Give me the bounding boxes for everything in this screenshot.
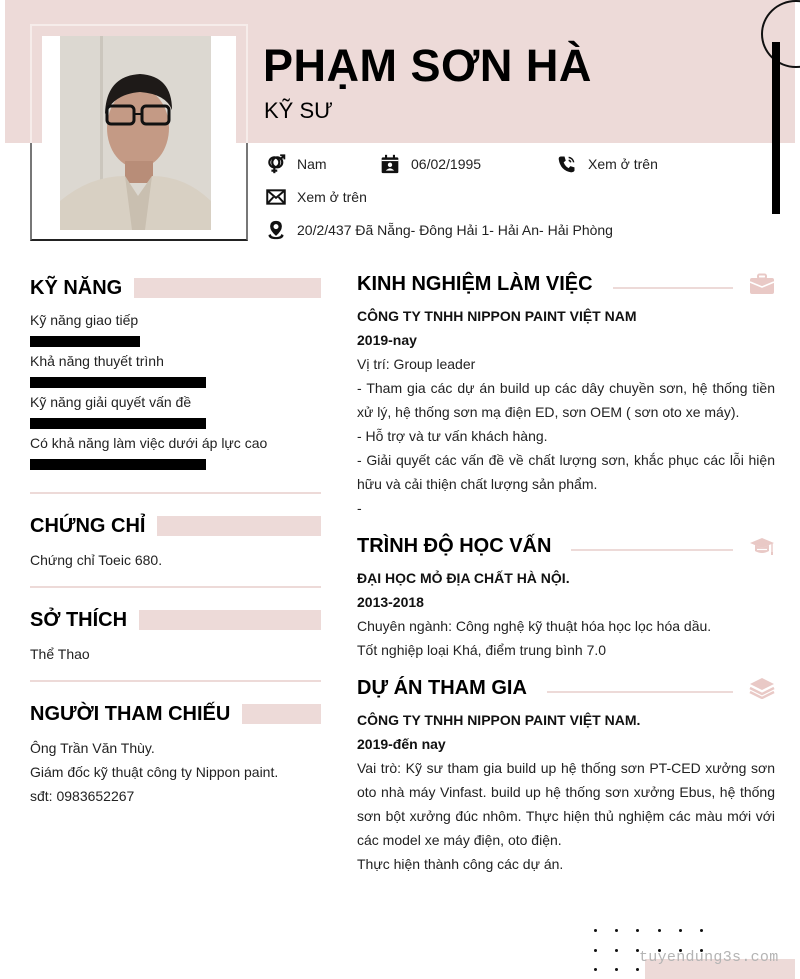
email-value: Xem ở trên — [297, 189, 367, 205]
watermark: tuyendung3s.com — [639, 949, 779, 966]
experience-section — [357, 270, 775, 520]
calendar-icon — [379, 154, 401, 174]
experience-title: KINH NGHIỆM LÀM VIỆC — [357, 272, 593, 295]
project-line: Thực hiện thành công các dự án. — [357, 856, 564, 872]
experience-header — [357, 270, 775, 298]
section-accent-bar — [157, 516, 321, 536]
section-divider — [30, 680, 321, 682]
left-column — [30, 270, 321, 808]
section-line — [571, 549, 733, 551]
skill-bar-fill — [30, 377, 206, 388]
hobbies-header — [30, 602, 321, 638]
map-pin-icon — [265, 220, 287, 240]
skill-label: Có khả năng làm việc dưới áp lực cao — [30, 435, 268, 451]
reference-line: sđt: 0983652267 — [30, 788, 135, 804]
section-accent-bar — [242, 704, 321, 724]
skill-bar-fill — [30, 418, 206, 429]
section-divider — [30, 492, 321, 494]
avatar — [60, 36, 211, 230]
section-divider — [30, 586, 321, 588]
education-period: 2013-2018 — [357, 594, 424, 610]
section-accent-bar — [139, 610, 321, 630]
references-section — [30, 696, 321, 808]
skill-bar — [30, 336, 206, 347]
section-line — [613, 287, 733, 289]
experience-line: - Tham gia các dự án build up các dây chuyền sơn, hệ thống tiền xử lý, hệ thống sơn mạ điện ED, sơn OEM ( sơn oto xe máy). — [357, 380, 775, 420]
certificate-item: Chứng chỉ Toeic 680. — [30, 552, 163, 568]
contact-phone — [556, 154, 658, 174]
references-header — [30, 696, 321, 732]
reference-line: Ông Trần Văn Thùy. — [30, 740, 155, 756]
reference-line: Giám đốc kỹ thuật công ty Nippon paint. — [30, 764, 279, 780]
section-line — [547, 691, 733, 693]
certificates-title: CHỨNG CHỈ — [30, 515, 157, 538]
education-section — [357, 532, 775, 662]
project-line: Vai trò: Kỹ sư tham gia build up hệ thống sơn PT-CED xưởng sơn oto nhà máy Vinfast. build up hệ thống sơn xưởng Ebus, hệ thống sơn bột xưởng đúc nhôm. Thực hiện thủ nghiệm các màu mới với các model xe máy điện, oto điện. — [357, 760, 775, 848]
gender-value: Nam — [297, 156, 327, 172]
contact-email — [265, 187, 367, 207]
experience-line: - Giải quyết các vấn đề về chất lượng sơn, khắc phục các lỗi hiện hữu và cải thiện chất lượng sản phẩm. — [357, 452, 775, 492]
projects-header — [357, 674, 775, 702]
projects-section — [357, 674, 775, 876]
section-accent-bar — [134, 278, 321, 298]
job-title: KỸ SƯ — [264, 98, 333, 123]
skill-label: Kỹ năng giao tiếp — [30, 312, 139, 328]
briefcase-icon — [749, 273, 775, 295]
phone-value: Xem ở trên — [588, 156, 658, 172]
envelope-icon — [265, 187, 287, 207]
decorative-bar — [772, 42, 780, 214]
education-line: Chuyên ngành: Công nghệ kỹ thuật hóa học lọc hóa dầu. — [357, 618, 712, 634]
contact-address — [265, 220, 613, 240]
experience-company: CÔNG TY TNHH NIPPON PAINT VIỆT NAM — [357, 308, 637, 324]
skill-bar — [30, 418, 206, 429]
education-line: Tốt nghiệp loại Khá, điểm trung bình 7.0 — [357, 642, 607, 658]
skill-bar-fill — [30, 459, 206, 470]
contact-birthday — [379, 154, 481, 174]
birthday-value: 06/02/1995 — [411, 156, 482, 172]
hobbies-section — [30, 602, 321, 666]
certificates-section — [30, 508, 321, 572]
phone-icon — [556, 154, 578, 174]
experience-line: - Hỗ trợ và tư vấn khách hàng. — [357, 428, 548, 444]
skill-bar — [30, 377, 206, 388]
projects-title: DỰ ÁN THAM GIA — [357, 676, 527, 699]
address-value: 20/2/437 Đã Nẵng- Đông Hải 1- Hải An- Hải Phòng — [297, 222, 613, 238]
skills-title: KỸ NĂNG — [30, 277, 134, 300]
layers-icon — [749, 677, 775, 699]
graduation-cap-icon — [749, 535, 775, 557]
education-school: ĐẠI HỌC MỎ ĐỊA CHẤT HÀ NỘI. — [357, 570, 570, 586]
skill-label: Kỹ năng giải quyết vấn đề — [30, 394, 192, 410]
contact-gender — [265, 154, 327, 174]
experience-line: Vị trí: Group leader — [357, 356, 476, 372]
hobbies-title: SỞ THÍCH — [30, 609, 139, 632]
project-period: 2019-đến nay — [357, 736, 446, 752]
portrait-photo — [60, 36, 211, 230]
skills-section — [30, 270, 321, 470]
references-title: NGƯỜI THAM CHIẾU — [30, 703, 242, 726]
skill-bar — [30, 459, 206, 470]
skills-header — [30, 270, 321, 306]
experience-line: - — [357, 500, 362, 516]
right-column — [357, 270, 775, 876]
candidate-name: PHẠM SƠN HÀ — [263, 40, 592, 91]
skill-bar-fill — [30, 336, 140, 347]
project-company: CÔNG TY TNHH NIPPON PAINT VIỆT NAM. — [357, 712, 641, 728]
skill-label: Khả năng thuyết trình — [30, 353, 164, 369]
hobby-item: Thể Thao — [30, 646, 90, 662]
education-title: TRÌNH ĐỘ HỌC VẤN — [357, 534, 552, 557]
gender-icon — [265, 154, 287, 174]
education-header — [357, 532, 775, 560]
experience-period: 2019-nay — [357, 332, 417, 348]
certificates-header — [30, 508, 321, 544]
